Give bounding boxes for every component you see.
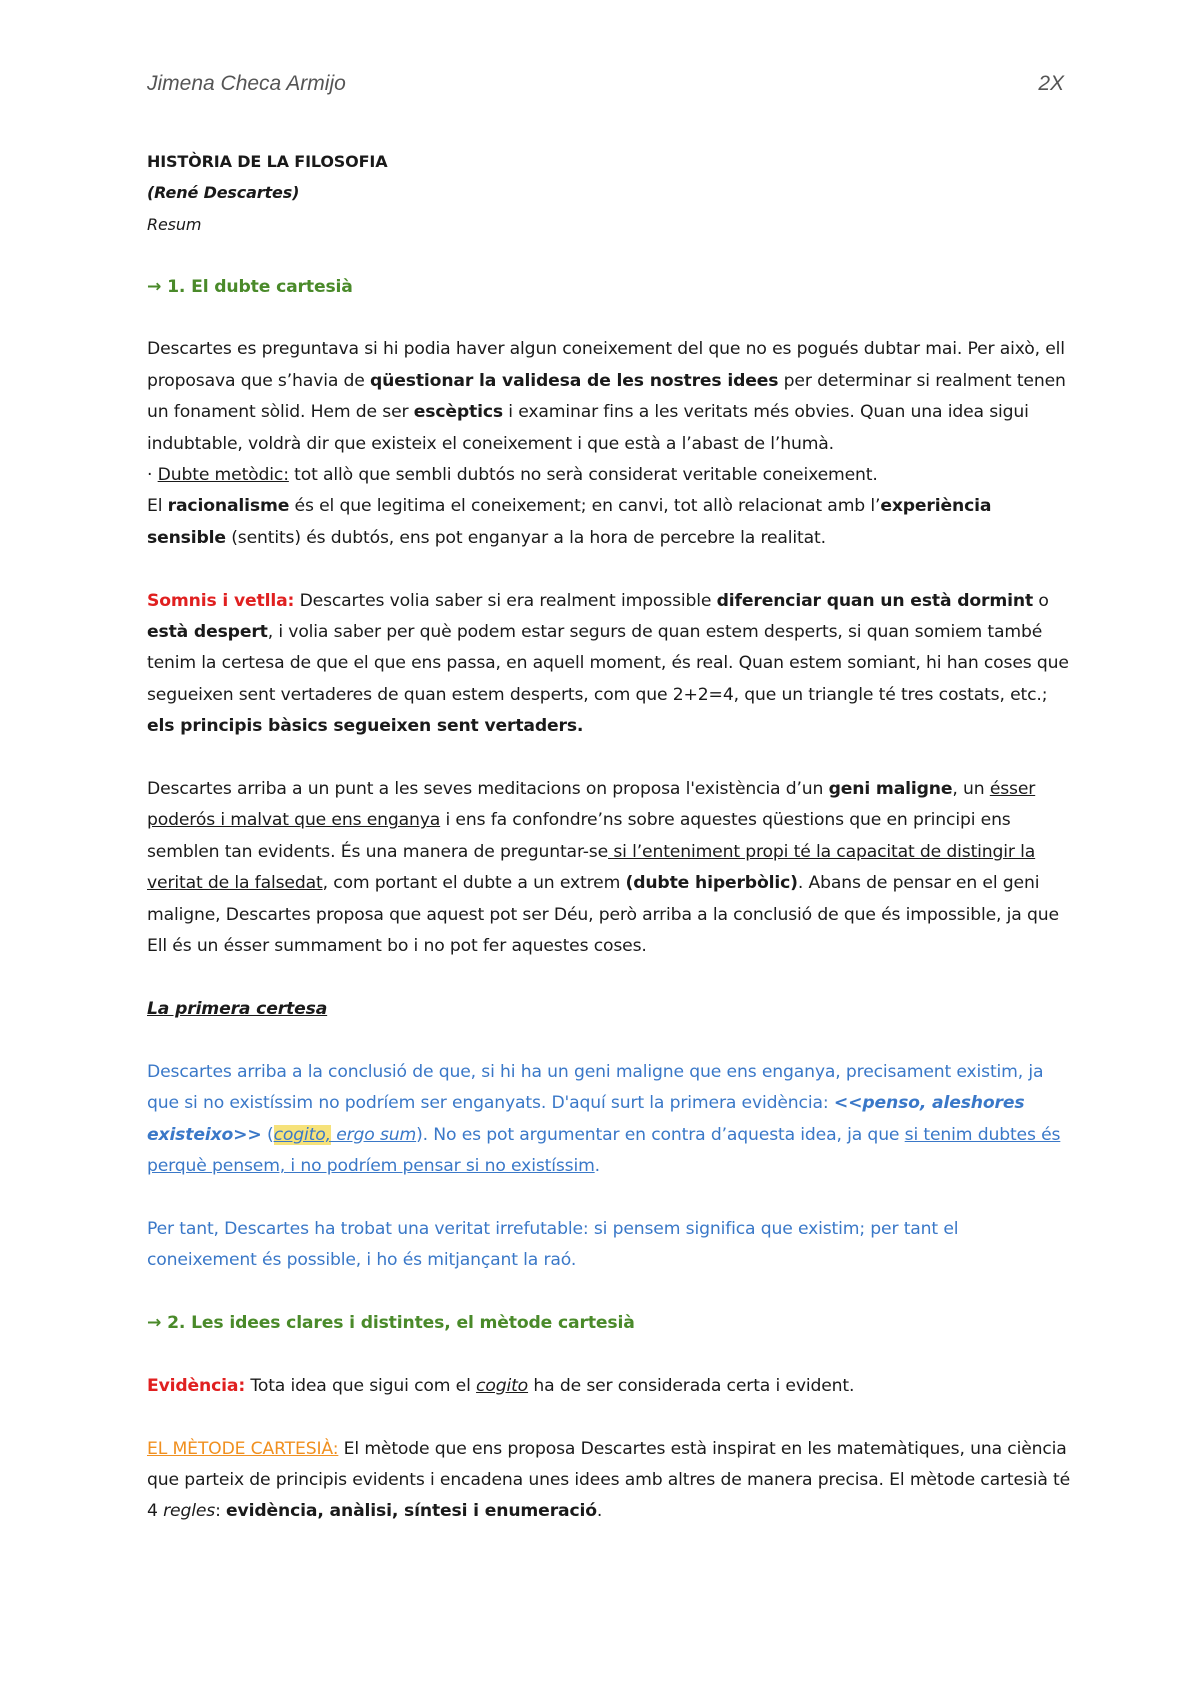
text: ha de ser considerada certa i evident. xyxy=(528,1375,855,1396)
italic-text: regles xyxy=(163,1501,216,1522)
text: , i volia saber per què podem estar segurs de quan estem desperts, si quan somiem també tenim la certesa de que el que ens passa, en aquell moment, és real. Quan estem somiant, hi han coses que segueixen sent vertaderes de quan estem desperts, com que 2+2=4, que un triangle té tres costats, etc.; xyxy=(147,622,1069,705)
text: i ens fa confondre’ns sobre aquestes qüestions que en principi ens semblen tan evidents. És una manera de preguntar-se xyxy=(147,810,1011,862)
text: ( xyxy=(261,1124,274,1145)
paragraph-geni-maligne xyxy=(147,774,1072,962)
bold-text: diferenciar quan un està dormint xyxy=(716,590,1034,611)
text: ). No es pot argumentar en contra d’aquesta idea, ja que xyxy=(416,1124,905,1145)
highlighted-text: cogito, xyxy=(273,1124,331,1145)
bold-text: els principis bàsics segueixen sent vertaders. xyxy=(147,716,584,737)
paragraph-dubte-metodic xyxy=(147,460,1072,491)
bold-text: (dubte hiperbòlic) xyxy=(625,873,798,894)
paragraph-cogito xyxy=(147,1057,1072,1183)
header-author-name: Jimena Checa Armijo xyxy=(147,72,346,95)
orange-label: EL MÈTODE CARTESIÀ: xyxy=(147,1438,339,1459)
underlined-text: si tenim dubtes és perquè pensem, i no podríem pensar si no existíssim xyxy=(147,1124,1061,1176)
text: El mètode que ens proposa Descartes està inspirat en les matemàtiques, una ciència que parteix de principis evidents i encadena unes idees amb altres de manera precisa. El mètode cartesià té 4 xyxy=(147,1438,1071,1522)
bold-text: experiència sensible xyxy=(147,496,992,548)
text: : xyxy=(215,1501,227,1522)
text: o xyxy=(1033,590,1049,611)
document-body xyxy=(147,146,1072,1528)
bold-text: està despert xyxy=(147,622,268,643)
italic-underlined-text: cogito xyxy=(476,1375,529,1396)
text: (sentits) és dubtós, ens pot enganyar a la hora de percebre la realitat. xyxy=(225,527,826,548)
text: i examinar fins a les veritats més obvies. Quan una idea sigui indubtable, voldrà dir que existeix el coneixement i que està a l’abast de l’humà. xyxy=(147,402,1029,454)
document-title: HISTÒRIA DE LA FILOSOFIA xyxy=(147,152,388,171)
paragraph-dubte xyxy=(147,334,1072,460)
section-2-heading: → 2. Les idees clares i distintes, el mètode cartesià xyxy=(147,1312,635,1333)
red-label: Somnis i vetlla: xyxy=(147,590,295,611)
paragraph-somnis xyxy=(147,586,1072,743)
text: per determinar si realment tenen un fonament sòlid. Hem de ser xyxy=(147,370,1066,423)
text: . xyxy=(596,1501,603,1522)
bullet: · xyxy=(147,465,158,486)
text: . Abans de pensar en el geni maligne, Descartes proposa que aquest pot ser Déu, però arriba a la conclusió de que és impossible, ja que Ell és un ésser summament bo i no pot fer aquestes coses. xyxy=(147,873,1059,957)
paragraph-veritat-irrefutable: Per tant, Descartes ha trobat una veritat irrefutable: si pensem significa que existim; per tant el coneixement és possible, i ho és mitjançant la raó. xyxy=(147,1218,959,1271)
document-subtitle: (René Descartes) xyxy=(147,183,300,203)
underlined-term: Dubte metòdic: xyxy=(157,465,289,486)
text: , com portant el dubte a un extrem xyxy=(322,873,626,894)
text: Descartes es preguntava si hi podia haver algun coneixement del que no es pogués dubtar mai. Per això, ell proposava que s’havia de xyxy=(147,339,1065,391)
header-class-code: 2X xyxy=(1038,72,1064,95)
bold-text: geni maligne xyxy=(828,779,953,800)
text: , un xyxy=(952,779,990,800)
bold-text: evidència, anàlisi, síntesi i enumeració xyxy=(226,1501,597,1522)
text: . xyxy=(594,1155,600,1176)
text: El xyxy=(147,496,168,517)
text: Descartes volia saber si era realment impossible xyxy=(294,590,717,611)
underlined-text: si l’enteniment propi té la capacitat de distingir la veritat de la falsedat xyxy=(147,841,1036,894)
bold-text: qüestionar la validesa de les nostres idees xyxy=(370,370,779,391)
subsection-heading-primera-certesa: La primera certesa xyxy=(147,998,328,1019)
text: Tota idea que sigui com el xyxy=(245,1375,477,1396)
text: Descartes arriba a un punt a les seves meditacions on proposa l'existència d’un xyxy=(147,779,829,800)
bold-text: racionalisme xyxy=(167,496,290,517)
paragraph-racionalisme xyxy=(147,491,1072,554)
section-1-heading: → 1. El dubte cartesià xyxy=(147,276,353,297)
italic-underlined-text: ergo sum xyxy=(330,1124,417,1145)
paragraph-evidencia xyxy=(147,1371,1072,1402)
bold-text: escèptics xyxy=(413,402,503,423)
paragraph-metode-cartesia xyxy=(147,1434,1072,1528)
text: tot allò que sembli dubtós no serà considerat veritable coneixement. xyxy=(288,465,878,486)
underlined-text: ésser poderós i malvat que ens enganya xyxy=(147,779,1036,831)
document-label-resum: Resum xyxy=(147,214,202,234)
text: Descartes arriba a la conclusió de que, si hi ha un geni maligne que ens enganya, precisament existim, ja que si no existíssim no podríem ser enganyats. D'aquí surt la primera evidència: xyxy=(147,1061,1044,1114)
red-label: Evidència: xyxy=(147,1375,246,1396)
text: és el que legitima el coneixement; en canvi, tot allò relacionat amb l’ xyxy=(289,496,881,517)
bold-italic-text: <<penso, aleshores existeixo>> xyxy=(147,1093,1025,1145)
